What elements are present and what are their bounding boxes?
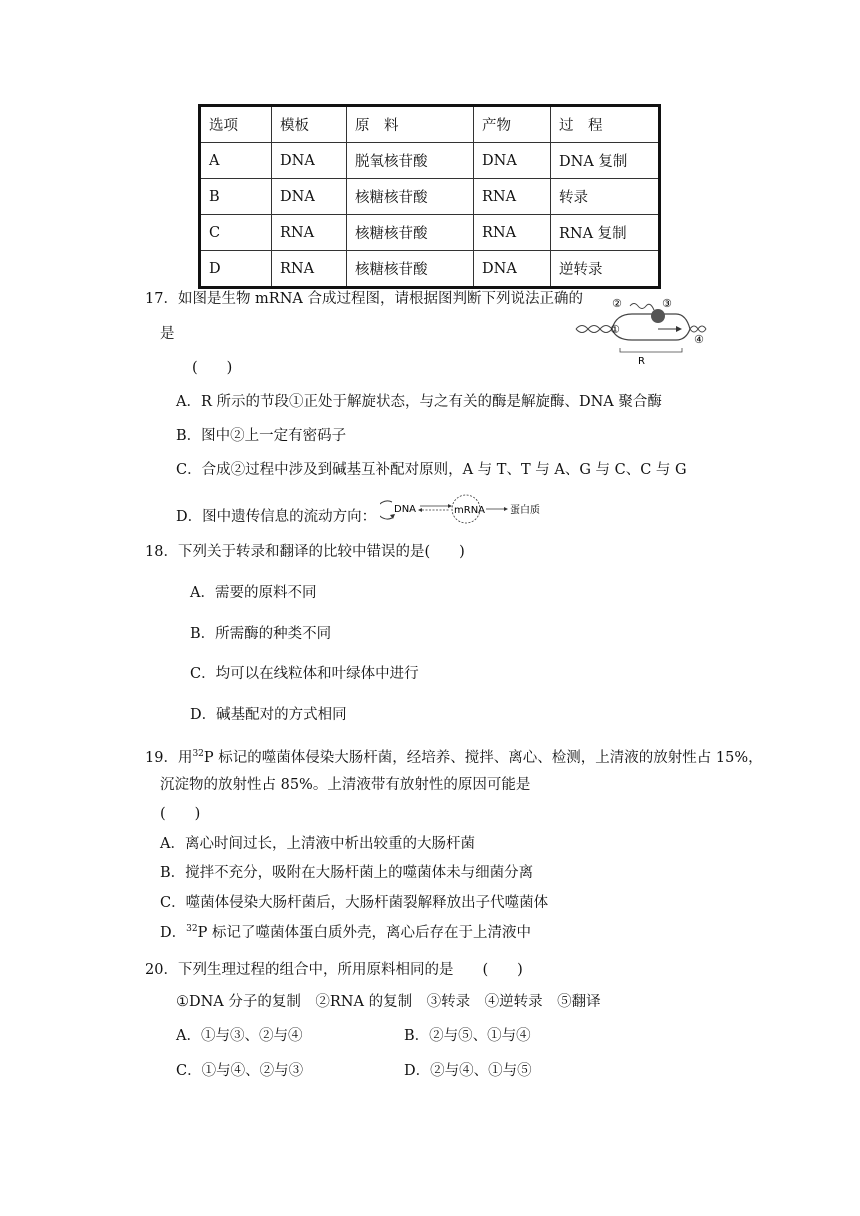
table-cell: A — [200, 143, 272, 179]
q20-process-list: ①DNA 分子的复制 ②RNA 的复制 ③转录 ④逆转录 ⑤翻译 — [176, 994, 601, 1010]
q19-option-a: A．离心时间过长，上清液中析出较重的大肠杆菌 — [160, 836, 475, 852]
dna-strand-left-b — [576, 326, 612, 333]
q17-answer-paren: ( ) — [192, 360, 233, 376]
table-cell: RNA — [272, 215, 347, 251]
flow-dna-label: DNA — [394, 504, 417, 515]
q19-isotope-superscript: 32 — [192, 749, 204, 759]
table-cell: 脱氧核苷酸 — [347, 143, 474, 179]
table-cell: 转录 — [551, 179, 660, 215]
q20-option-b: B．②与⑤、①与④ — [404, 1028, 531, 1044]
table-cell: C — [200, 215, 272, 251]
table-cell: DNA — [474, 143, 551, 179]
table-header-cell: 原 料 — [347, 106, 474, 143]
table-cell: RNA 复制 — [551, 215, 660, 251]
q19-option-b: B．搅拌不充分，吸附在大肠杆菌上的噬菌体未与细菌分离 — [160, 865, 534, 881]
label-1: ① — [610, 323, 620, 336]
rna-polymerase — [651, 309, 665, 323]
table-row — [200, 215, 660, 251]
flow-arrowhead-bottom — [418, 508, 422, 512]
r-bracket — [620, 348, 682, 352]
dna-bubble-top — [612, 314, 690, 329]
q19-option-d-text: P 标记了噬菌体蛋白质外壳，离心后存在于上清液中 — [197, 925, 531, 941]
q17-option-d: D．图中遗传信息的流动方向： — [176, 509, 377, 525]
transcription-diagram — [572, 296, 712, 370]
table-row — [200, 179, 660, 215]
table-header-row — [200, 106, 660, 143]
label-2: ② — [612, 297, 622, 310]
flow-arrowhead-top — [448, 504, 452, 508]
info-flow-diagram — [380, 491, 546, 527]
table-cell: DNA — [272, 143, 347, 179]
table-cell: 核糖核苷酸 — [347, 215, 474, 251]
q20-option-c: C．①与④、②与③ — [176, 1063, 304, 1079]
q19-option-d-label: D． — [160, 925, 187, 941]
q17-option-c: C．合成②过程中涉及到碱基互补配对原则，A 与 T、T 与 A、G 与 C、C 与 G — [176, 462, 687, 478]
table-cell: DNA — [474, 251, 551, 288]
table-cell: DNA — [272, 179, 347, 215]
q17-stem-cont: 是 — [160, 326, 175, 342]
q18-option-c: C．均可以在线粒体和叶绿体中进行 — [190, 666, 419, 682]
flow-mrna-label: mRNA — [454, 505, 486, 516]
table-cell: 核糖核苷酸 — [347, 179, 474, 215]
q17-option-b: B．图中②上一定有密码子 — [176, 428, 347, 444]
q17-stem: 17．如图是生物 mRNA 合成过程图，请根据图判断下列说法正确的 — [145, 291, 583, 307]
q20-stem: 20．下列生理过程的组合中，所用原料相同的是 ( ) — [145, 962, 523, 978]
table-cell: 逆转录 — [551, 251, 660, 288]
q19-option-d-superscript: 32 — [186, 924, 198, 934]
mrna-strand — [630, 304, 654, 311]
label-r: R — [638, 356, 645, 367]
q19-option-c: C．噬菌体侵染大肠杆菌后，大肠杆菌裂解释放出子代噬菌体 — [160, 895, 549, 911]
q19-number: 19．用 — [145, 750, 193, 766]
direction-arrowhead — [676, 326, 682, 332]
q20-option-d: D．②与④、①与⑤ — [404, 1063, 532, 1079]
flow-arrowhead-protein — [504, 507, 508, 511]
dna-self-loop — [380, 501, 392, 519]
table-header-cell: 过 程 — [551, 106, 660, 143]
label-4: ④ — [694, 333, 704, 346]
flow-protein-label: 蛋白质 — [510, 505, 540, 516]
label-3: ③ — [662, 297, 672, 310]
q19-option-d — [160, 925, 531, 941]
table-header-cell: 产物 — [474, 106, 551, 143]
q18-option-a: A．需要的原料不同 — [190, 585, 317, 601]
table-cell: B — [200, 179, 272, 215]
table-row — [200, 143, 660, 179]
table-row — [200, 251, 660, 288]
q19-stem-cont: 沉淀物的放射性占 85%。上清液带有放射性的原因可能是 — [160, 777, 531, 793]
table-cell: 核糖核苷酸 — [347, 251, 474, 288]
q19-stem-text: P 标记的噬菌体侵染大肠杆菌，经培养、搅拌、离心、检测，上清液的放射性占 15%， — [203, 750, 763, 766]
q19-stem — [145, 750, 763, 766]
q18-stem: 18．下列关于转录和翻译的比较中错误的是( ) — [145, 544, 465, 560]
table-cell: RNA — [474, 179, 551, 215]
table-cell: D — [200, 251, 272, 288]
q18-option-b: B．所需酶的种类不同 — [190, 626, 332, 642]
table-cell: RNA — [474, 215, 551, 251]
table-cell: RNA — [272, 251, 347, 288]
table-header-cell: 模板 — [272, 106, 347, 143]
q20-option-a: A．①与③、②与④ — [176, 1028, 303, 1044]
table-cell: DNA 复制 — [551, 143, 660, 179]
q18-option-d: D．碱基配对的方式相同 — [190, 707, 347, 723]
dna-strand-left-a — [576, 326, 612, 333]
options-table — [198, 104, 661, 289]
q17-option-a: A．R 所示的节段①正处于解旋状态，与之有关的酶是解旋酶、DNA 聚合酶 — [176, 394, 662, 410]
q19-answer-paren: ( ) — [160, 806, 201, 822]
table-header-cell: 选项 — [200, 106, 272, 143]
